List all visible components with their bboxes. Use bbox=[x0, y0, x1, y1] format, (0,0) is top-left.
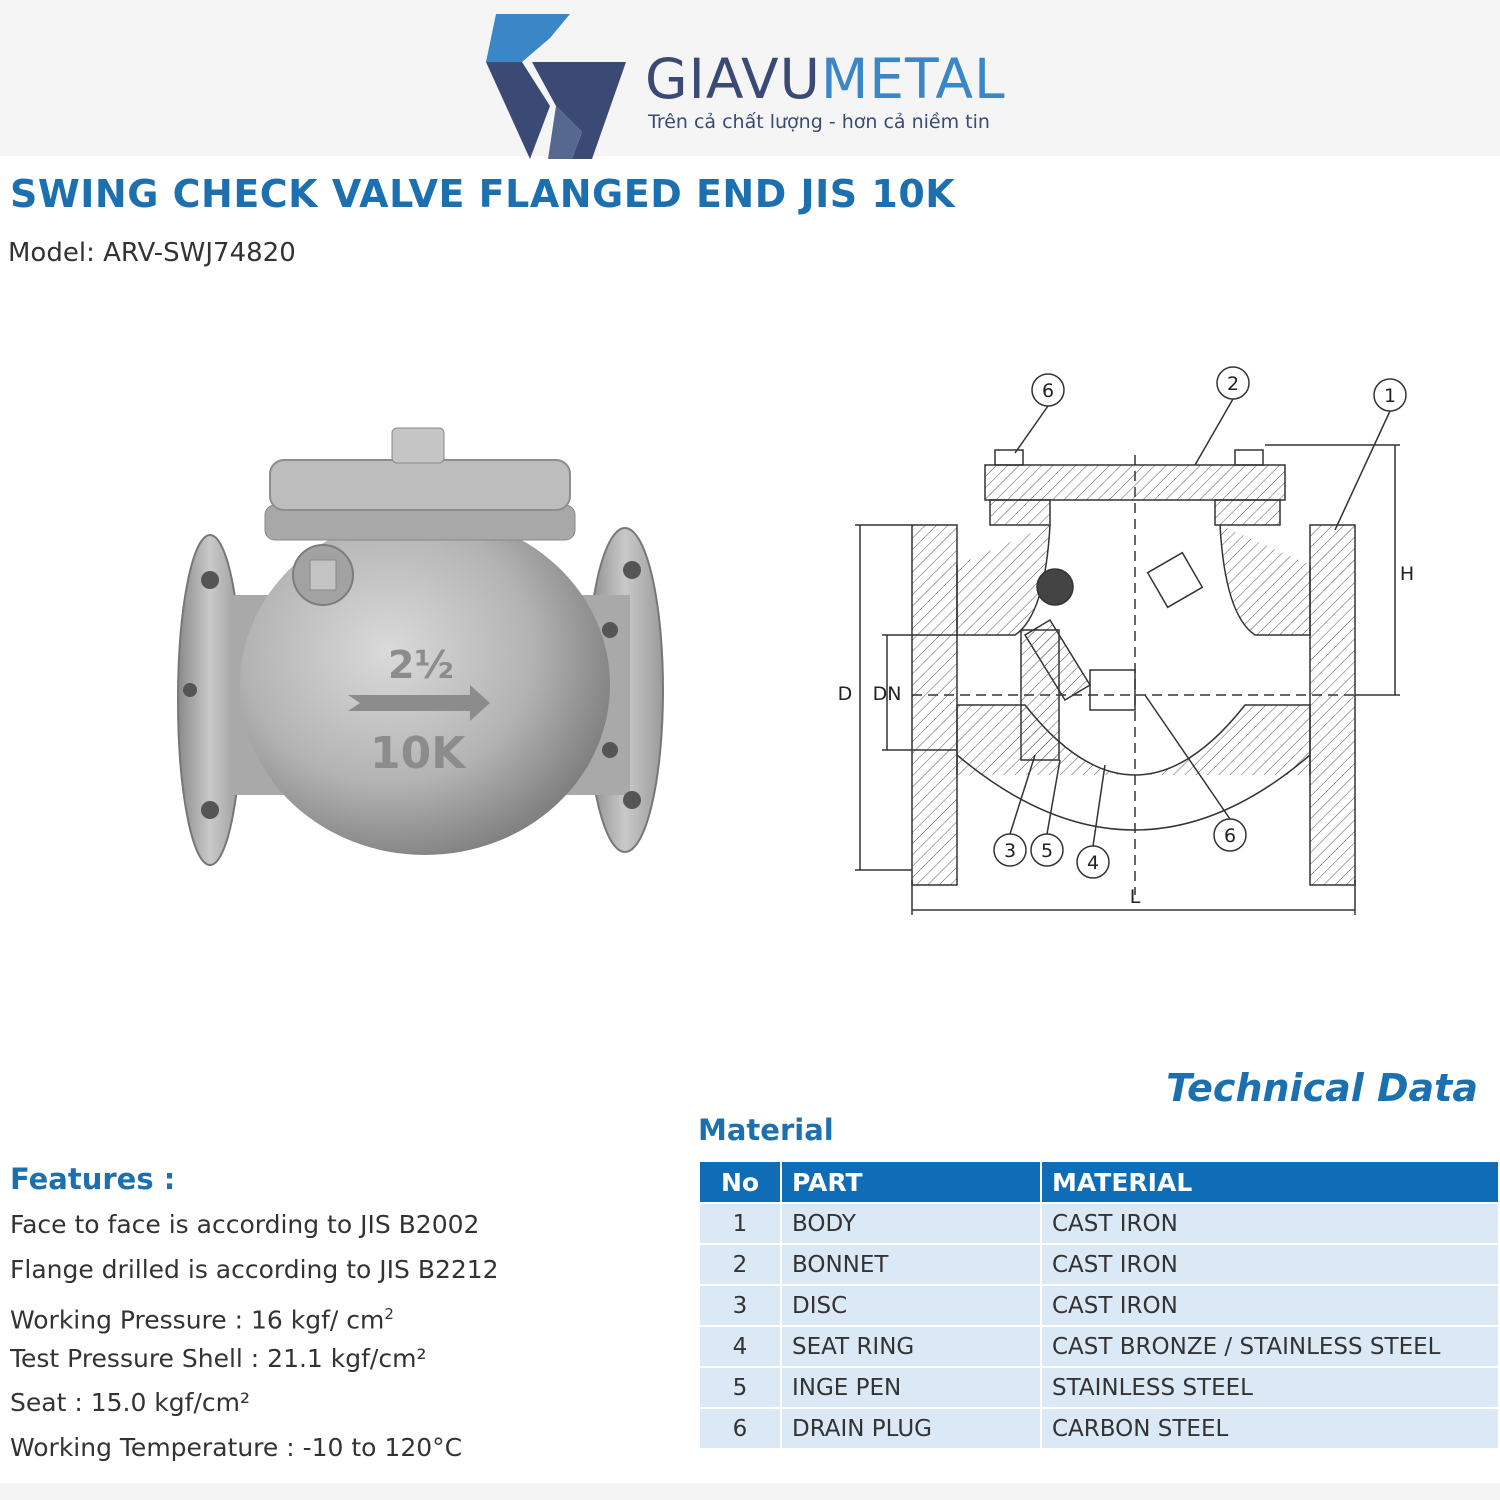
dim-d: D bbox=[837, 683, 853, 705]
table-row bbox=[700, 1204, 1498, 1243]
cell-material: STAINLESS STEEL bbox=[1042, 1368, 1498, 1407]
material-heading: Material bbox=[698, 1113, 834, 1147]
cell-part: SEAT RING bbox=[782, 1327, 1040, 1366]
valve-cross-section-diagram bbox=[825, 365, 1425, 925]
cell-part: DRAIN PLUG bbox=[782, 1409, 1040, 1448]
callout-5: 5 bbox=[1040, 840, 1054, 862]
cell-material: CARBON STEEL bbox=[1042, 1409, 1498, 1448]
cell-material: CAST BRONZE / STAINLESS STEEL bbox=[1042, 1327, 1498, 1366]
table-row bbox=[700, 1286, 1498, 1325]
header-no: No bbox=[700, 1162, 780, 1202]
pressure-mark: 10K bbox=[370, 728, 466, 779]
cell-part: BONNET bbox=[782, 1245, 1040, 1284]
header-band bbox=[0, 0, 1500, 156]
feature-item: Seat : 15.0 kgf/cm² bbox=[10, 1388, 250, 1417]
cell-no: 2 bbox=[700, 1245, 780, 1284]
table-header-row bbox=[700, 1162, 1498, 1202]
feature-item: Working Temperature : -10 to 120°C bbox=[10, 1432, 463, 1462]
cell-part: BODY bbox=[782, 1204, 1040, 1243]
cell-no: 4 bbox=[700, 1327, 780, 1366]
cell-part: INGE PEN bbox=[782, 1368, 1040, 1407]
features-heading: Features : bbox=[10, 1162, 176, 1196]
brand-tagline: Trên cả chất lượng - hơn cả niềm tin bbox=[648, 111, 990, 133]
callout-4: 4 bbox=[1086, 852, 1100, 874]
callout-1: 1 bbox=[1383, 385, 1397, 407]
callout-6-top: 6 bbox=[1041, 380, 1055, 402]
table-row bbox=[700, 1245, 1498, 1284]
product-title: SWING CHECK VALVE FLANGED END JIS 10K bbox=[10, 172, 956, 216]
cell-material: CAST IRON bbox=[1042, 1245, 1498, 1284]
cell-material: CAST IRON bbox=[1042, 1286, 1498, 1325]
callout-3: 3 bbox=[1003, 840, 1017, 862]
cell-no: 1 bbox=[700, 1204, 780, 1243]
cell-no: 6 bbox=[700, 1409, 780, 1448]
material-table bbox=[698, 1160, 1500, 1450]
dim-l: L bbox=[1129, 886, 1141, 908]
superscript: 2 bbox=[384, 1305, 394, 1323]
size-mark: 2½ bbox=[388, 643, 454, 687]
cell-part: DISC bbox=[782, 1286, 1040, 1325]
dim-dn: DN bbox=[872, 683, 902, 705]
technical-data-heading: Technical Data bbox=[1166, 1066, 1478, 1110]
dim-h: H bbox=[1399, 563, 1415, 585]
bottom-strip bbox=[0, 1483, 1500, 1500]
feature-item: Flange drilled is according to JIS B2212 bbox=[10, 1254, 499, 1284]
features-list bbox=[10, 1206, 499, 1473]
brand-name: GIAVUMETAL bbox=[645, 47, 1006, 111]
header-part: PART bbox=[782, 1162, 1040, 1202]
product-model: Model: ARV-SWJ74820 bbox=[8, 238, 296, 268]
table-row bbox=[700, 1327, 1498, 1366]
callout-2: 2 bbox=[1226, 373, 1240, 395]
callout-6-bottom: 6 bbox=[1223, 825, 1237, 847]
table-row bbox=[700, 1409, 1498, 1448]
feature-item: Test Pressure Shell : 21.1 kgf/cm² bbox=[10, 1343, 427, 1373]
feature-item: Face to face is according to JIS B2002 bbox=[10, 1210, 480, 1239]
cell-no: 3 bbox=[700, 1286, 780, 1325]
cell-material: CAST IRON bbox=[1042, 1204, 1498, 1243]
valve-photo bbox=[170, 420, 670, 870]
cell-no: 5 bbox=[700, 1368, 780, 1407]
table-row bbox=[700, 1368, 1498, 1407]
feature-item: Working Pressure : 16 kgf/ $cm^2$ bbox=[10, 1305, 394, 1335]
giavu-logo-icon bbox=[486, 14, 626, 159]
header-material: MATERIAL bbox=[1042, 1162, 1498, 1202]
